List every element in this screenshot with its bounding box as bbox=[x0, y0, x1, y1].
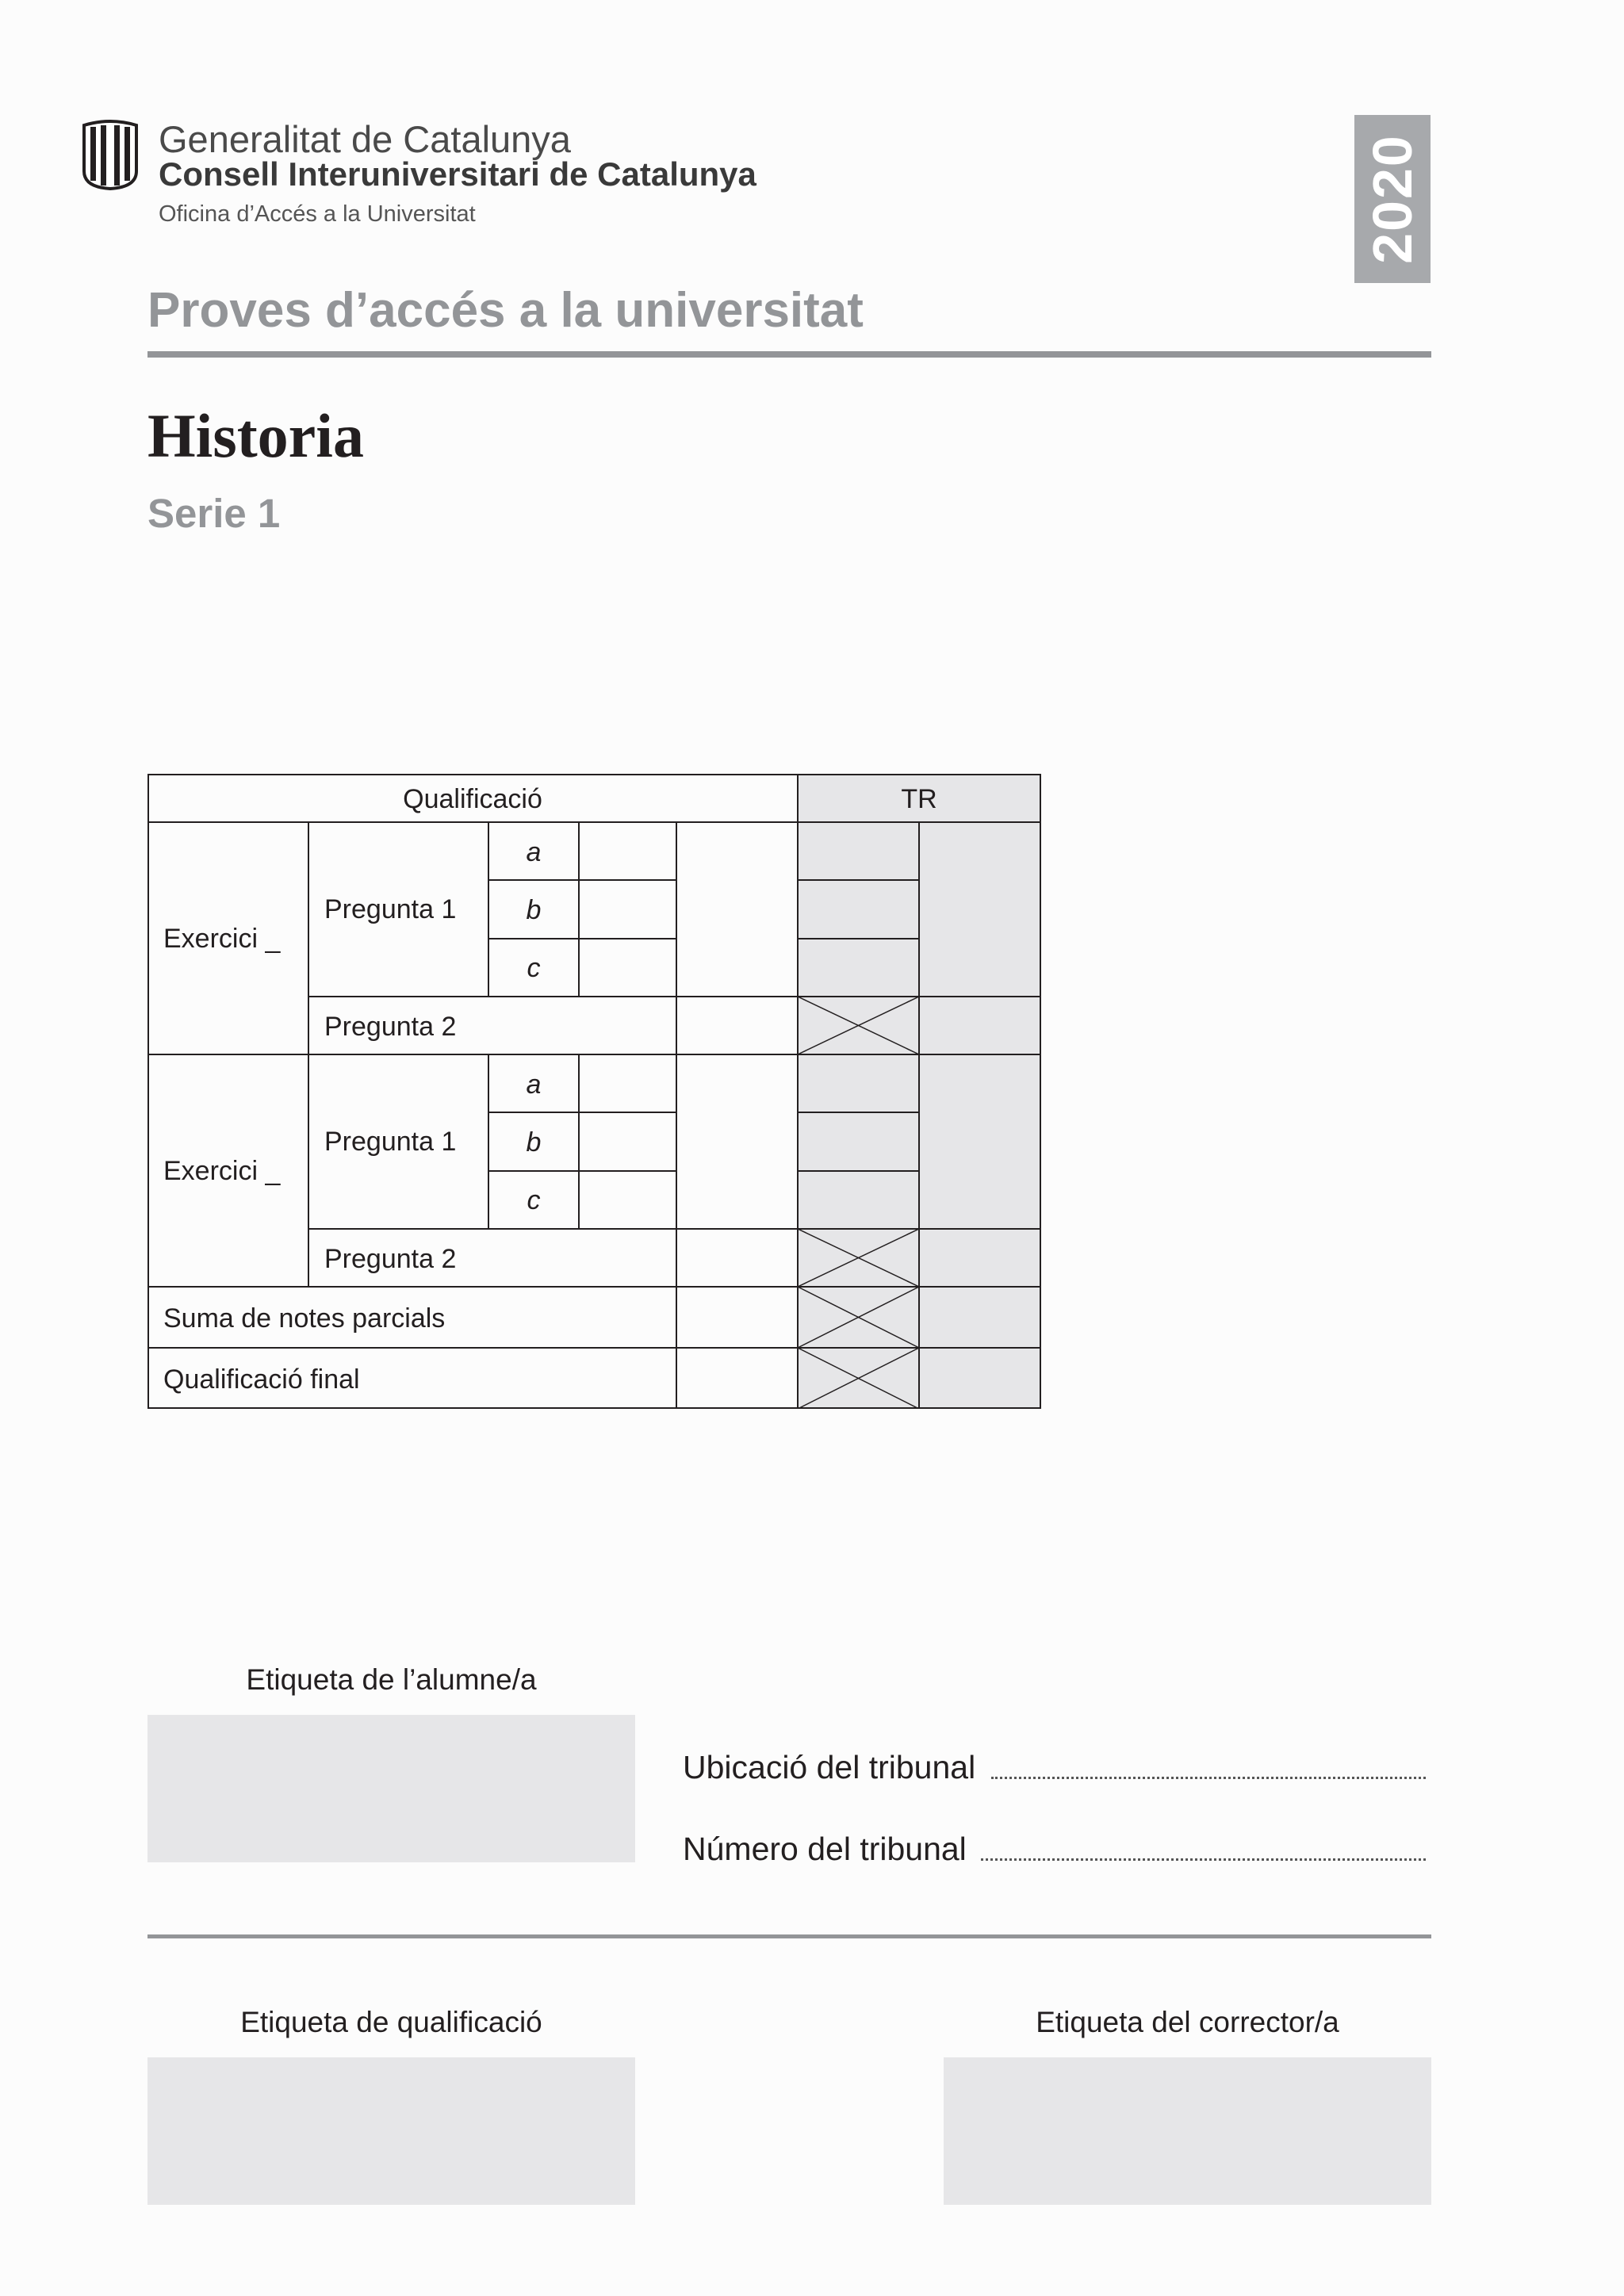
ex1-part-c: c bbox=[527, 953, 541, 983]
council-name: Consell Interuniversitari de Catalunya bbox=[159, 155, 756, 193]
year-text: 2020 bbox=[1362, 134, 1423, 264]
student-label-caption: Etiqueta de l’alumne/a bbox=[246, 1663, 537, 1696]
header-tr: TR bbox=[901, 784, 937, 814]
subject-title: Historia bbox=[147, 401, 364, 470]
tribunal-location-label: Ubicació del tribunal bbox=[683, 1749, 976, 1785]
grade-table bbox=[147, 774, 1041, 1409]
generalitat-logo-icon bbox=[79, 119, 141, 190]
ex1-part-b: b bbox=[526, 895, 542, 925]
grading-label-box[interactable] bbox=[147, 2057, 635, 2205]
corrector-label-box[interactable] bbox=[944, 2057, 1431, 2205]
ex2-question2-label: Pregunta 2 bbox=[324, 1244, 457, 1274]
final-grade-label: Qualificació final bbox=[163, 1364, 360, 1395]
series-label: Serie 1 bbox=[147, 491, 281, 536]
section-divider bbox=[147, 1934, 1431, 1938]
header-qualificacio: Qualificació bbox=[403, 784, 542, 814]
year-badge bbox=[1354, 115, 1431, 283]
header-divider bbox=[147, 351, 1431, 358]
tribunal-number-label: Número del tribunal bbox=[683, 1831, 967, 1867]
sum-label: Suma de notes parcials bbox=[163, 1303, 446, 1334]
student-label-box[interactable] bbox=[147, 1715, 635, 1862]
ex1-question1-label: Pregunta 1 bbox=[324, 894, 457, 924]
exercise-2-label: Exercici _ bbox=[163, 1156, 281, 1186]
ex1-part-a: a bbox=[526, 837, 542, 867]
exam-title: Proves d’accés a la universitat bbox=[147, 283, 864, 338]
office-name: Oficina d’Accés a la Universitat bbox=[159, 201, 476, 227]
ex2-part-b: b bbox=[526, 1127, 542, 1158]
corrector-label-caption: Etiqueta del corrector/a bbox=[1036, 2006, 1339, 2038]
ex2-part-a: a bbox=[526, 1070, 542, 1100]
tribunal-number-field[interactable] bbox=[981, 1858, 1426, 1861]
ex2-part-c: c bbox=[527, 1185, 541, 1215]
tribunal-location-field[interactable] bbox=[991, 1777, 1426, 1779]
institution-name: Generalitat de Catalunya bbox=[159, 118, 571, 160]
grading-label-caption: Etiqueta de qualificació bbox=[240, 2006, 542, 2038]
ex2-question1-label: Pregunta 1 bbox=[324, 1127, 457, 1157]
ex1-question2-label: Pregunta 2 bbox=[324, 1012, 457, 1042]
exercise-1-label: Exercici _ bbox=[163, 924, 281, 954]
